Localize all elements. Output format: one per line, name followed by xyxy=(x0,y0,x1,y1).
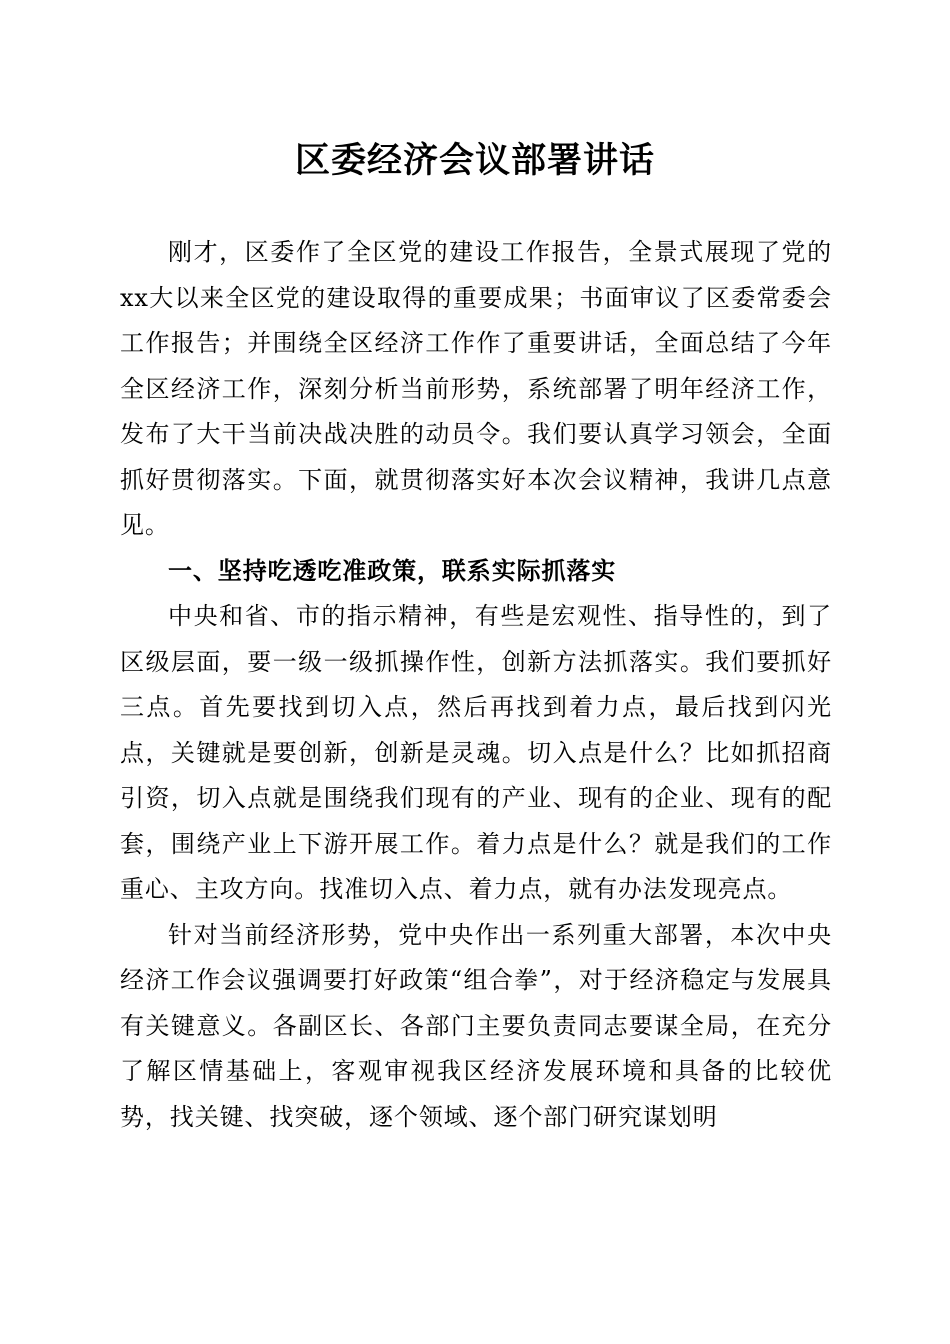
section-paragraph: 中央和省、市的指示精神，有些是宏观性、指导性的，到了区级层面，要一级一级抓操作性，创新方法抓落实。我们要抓好三点。首先要找到切入点，然后再找到着力点，最后找到闪光点，关键就是要创新，创新是灵魂。切入点是什么？比如抓招商引资，切入点就是围绕我们现有的产业、现有的企业、现有的配套，围绕产业上下游开展工作。着力点是什么？就是我们的工作重心、主攻方向。找准切入点、着力点，就有办法发现亮点。 xyxy=(120,602,832,903)
document-body xyxy=(120,230,832,1140)
section-paragraph: 针对当前经济形势，党中央作出一系列重大部署，本次中央经济工作会议强调要打好政策“组合拳”，对于经济稳定与发展具有关键意义。各副区长、各部门主要负责同志要谋全局，在充分了解区情基础上，客观审视我区经济发展环境和具备的比较优势，找关键、找突破，逐个领域、逐个部门研究谋划明 xyxy=(120,920,832,1131)
section-heading: 一、坚持吃透吃准政策，联系实际抓落实 xyxy=(168,556,617,585)
document-title: 区委经济会议部署讲话 xyxy=(294,140,655,181)
intro-paragraph: 刚才，区委作了全区党的建设工作报告，全景式展现了党的xx大以来全区党的建设取得的重要成果；书面审议了区委常委会工作报告；并围绕全区经济工作作了重要讲话，全面总结了今年全区经济工作，深刻分析当前形势，系统部署了明年经济工作，发布了大干当前决战决胜的动员令。我们要认真学习领会，全面抓好贯彻落实。下面，就贯彻落实好本次会议精神，我讲几点意见。 xyxy=(120,238,832,539)
